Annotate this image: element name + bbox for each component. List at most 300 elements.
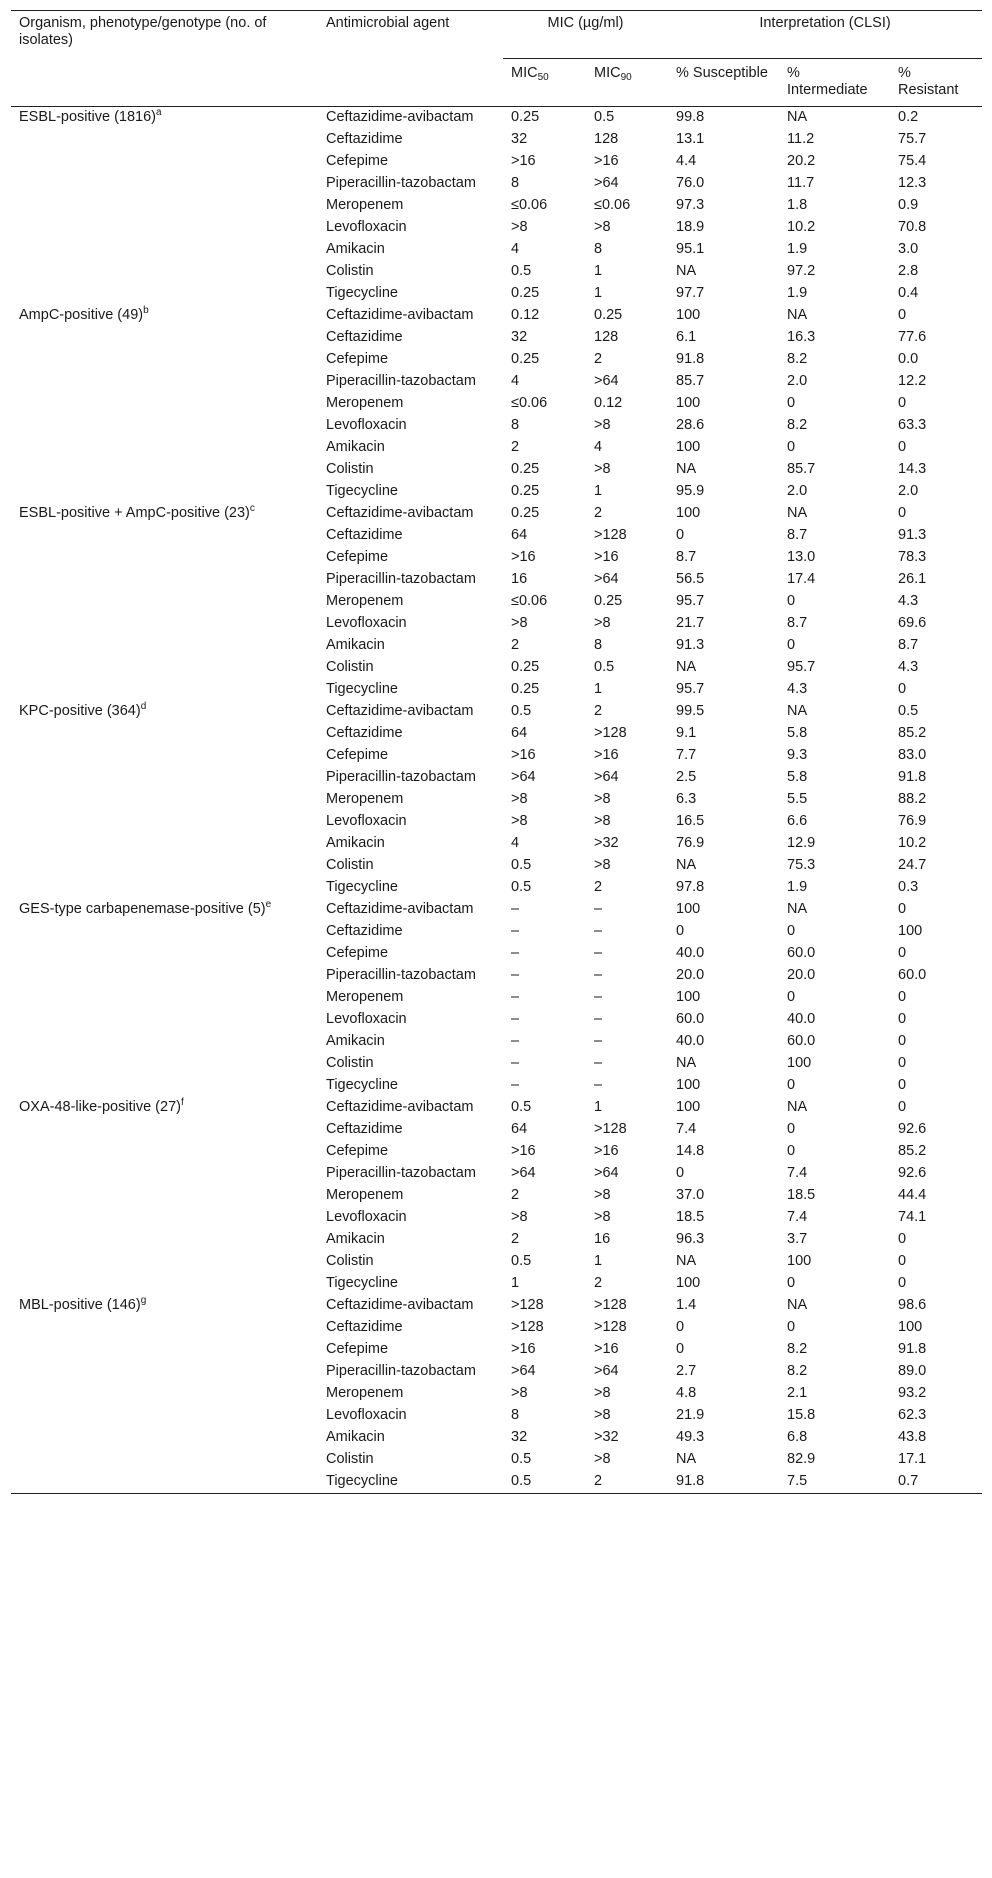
susceptible-cell: 100 [676, 989, 701, 1005]
intermediate-cell: 15.8 [787, 1407, 816, 1423]
intermediate-cell: 8.2 [787, 1341, 808, 1357]
organism-cell [11, 1273, 318, 1295]
susceptible-cell: 60.0 [676, 1011, 705, 1027]
table-row [11, 305, 982, 327]
susceptible-cell: 7.7 [676, 747, 697, 763]
mic90-cell: 2 [594, 505, 603, 521]
organism-cell [11, 899, 318, 921]
mic90-cell: 1 [594, 1099, 603, 1115]
mic90-cell: – [594, 1033, 603, 1049]
mic50-cell: >8 [511, 1209, 528, 1225]
resistant-cell: 12.2 [898, 373, 927, 389]
organism-label: GES-type carbapenemase-positive (5) [19, 901, 266, 917]
intermediate-cell: 60.0 [787, 945, 816, 961]
intermediate-cell: 2.0 [787, 483, 808, 499]
mic50-cell: – [511, 923, 520, 939]
intermediate-cell: 17.4 [787, 571, 816, 587]
organism-cell [11, 1471, 318, 1494]
organism-cell [11, 921, 318, 943]
susceptible-cell: 6.3 [676, 791, 697, 807]
resistant-cell: 89.0 [898, 1363, 927, 1379]
intermediate-cell: 85.7 [787, 461, 816, 477]
resistant-cell: 4.3 [898, 659, 919, 675]
mic90-cell: – [594, 901, 603, 917]
susceptibility-table-container [11, 10, 982, 1494]
susceptible-cell: NA [676, 857, 697, 873]
organism-cell [11, 701, 318, 723]
agent-cell: Meropenem [326, 593, 404, 609]
table-header [11, 11, 982, 107]
resistant-cell: 0.5 [898, 703, 919, 719]
susceptible-cell: 13.1 [676, 131, 705, 147]
mic90-cell: 0.25 [594, 593, 623, 609]
resistant-cell: 0 [898, 1231, 907, 1247]
table-row [11, 877, 982, 899]
agent-cell: Ceftazidime [326, 329, 403, 345]
resistant-cell: 24.7 [898, 857, 927, 873]
intermediate-cell: 0 [787, 637, 796, 653]
mic90-cell: 2 [594, 351, 603, 367]
table-row [11, 701, 982, 723]
resistant-cell: 92.6 [898, 1121, 927, 1137]
agent-cell: Levofloxacin [326, 615, 407, 631]
mic50-cell: 0.25 [511, 351, 540, 367]
agent-cell: Tigecycline [326, 483, 398, 499]
organism-cell [11, 173, 318, 195]
intermediate-cell: 100 [787, 1253, 812, 1269]
susceptible-cell: 100 [676, 1099, 701, 1115]
mic50-cell: 0.25 [511, 659, 540, 675]
resistant-cell: 0 [898, 395, 907, 411]
mic90-cell: 0.5 [594, 109, 615, 125]
susceptible-cell: NA [676, 461, 697, 477]
organism-cell [11, 1383, 318, 1405]
organism-cell [11, 1449, 318, 1471]
mic90-cell: – [594, 989, 603, 1005]
table-row [11, 173, 982, 195]
agent-cell: Cefepime [326, 945, 389, 961]
intermediate-cell: 1.9 [787, 879, 808, 895]
susceptible-cell: 40.0 [676, 1033, 705, 1049]
organism-cell [11, 195, 318, 217]
resistant-cell: 0.3 [898, 879, 919, 895]
susceptible-cell: 20.0 [676, 967, 705, 983]
intermediate-cell: 100 [787, 1055, 812, 1071]
agent-cell: Amikacin [326, 439, 385, 455]
header-interpretation: Interpretation (CLSI) [668, 11, 982, 59]
mic50-cell: 0.12 [511, 307, 540, 323]
mic90-cell: >64 [594, 769, 619, 785]
mic50-cell: 64 [511, 527, 528, 543]
table-row [11, 811, 982, 833]
resistant-cell: 91.8 [898, 769, 927, 785]
resistant-cell: 0 [898, 681, 907, 697]
susceptible-cell: NA [676, 1253, 697, 1269]
agent-cell: Piperacillin-tazobactam [326, 769, 476, 785]
susceptible-cell: 91.8 [676, 351, 705, 367]
table-row [11, 1339, 982, 1361]
table-body [11, 107, 982, 1494]
mic50-cell: – [511, 1077, 520, 1093]
table-row [11, 261, 982, 283]
mic50-cell: 64 [511, 1121, 528, 1137]
intermediate-cell: 8.2 [787, 1363, 808, 1379]
table-row [11, 129, 982, 151]
susceptible-cell: 0 [676, 1341, 685, 1357]
intermediate-cell: 0 [787, 923, 796, 939]
mic90-cell: ≤0.06 [594, 197, 631, 213]
agent-cell: Tigecycline [318, 1471, 503, 1494]
organism-label: AmpC-positive (49) [19, 307, 144, 323]
organism-cell [11, 1405, 318, 1427]
agent-cell: Ceftazidime-avibactam [326, 307, 474, 323]
susceptible-cell: 91.8 [668, 1471, 779, 1494]
susceptible-cell: 100 [676, 307, 701, 323]
mic90-cell: >8 [594, 461, 611, 477]
mic50-cell: >8 [511, 1385, 528, 1401]
intermediate-cell: 0 [787, 989, 796, 1005]
resistant-cell: 44.4 [898, 1187, 927, 1203]
organism-cell [11, 569, 318, 591]
mic50-cell: 4 [511, 373, 520, 389]
table-row [11, 613, 982, 635]
susceptible-cell: 97.8 [676, 879, 705, 895]
mic50-cell: 0.5 [511, 857, 532, 873]
resistant-cell: 0.9 [898, 197, 919, 213]
susceptible-cell: 99.8 [676, 109, 705, 125]
mic50-cell: >128 [511, 1297, 544, 1313]
intermediate-cell: 2.1 [787, 1385, 808, 1401]
susceptible-cell: 2.7 [676, 1363, 697, 1379]
organism-cell [11, 217, 318, 239]
table-row [11, 635, 982, 657]
mic50-cell: 0.5 [511, 703, 532, 719]
mic50-cell: 0.25 [511, 109, 540, 125]
mic90-cell: 1 [594, 263, 603, 279]
intermediate-cell: 0 [787, 439, 796, 455]
resistant-cell: 0.0 [898, 351, 919, 367]
table-row [11, 569, 982, 591]
agent-cell: Colistin [326, 1055, 374, 1071]
susceptible-cell: NA [676, 1055, 697, 1071]
susceptible-cell: 76.0 [676, 175, 705, 191]
mic90-cell: >64 [594, 1363, 619, 1379]
resistant-cell: 0 [898, 1077, 907, 1093]
mic90-cell: 0.12 [594, 395, 623, 411]
table-row [11, 1317, 982, 1339]
intermediate-cell: 60.0 [787, 1033, 816, 1049]
agent-cell: Piperacillin-tazobactam [326, 175, 476, 191]
mic90-cell: >8 [594, 1451, 611, 1467]
susceptible-cell: 18.9 [676, 219, 705, 235]
mic90-cell: 16 [594, 1231, 611, 1247]
table-row [11, 481, 982, 503]
table-row [11, 1141, 982, 1163]
resistant-cell: 91.3 [898, 527, 927, 543]
intermediate-cell: 8.2 [787, 417, 808, 433]
table-row [11, 195, 982, 217]
header-resistant: % Resistant [898, 65, 959, 98]
agent-cell: Meropenem [326, 197, 404, 213]
susceptible-cell: 8.7 [676, 549, 697, 565]
table-row [11, 239, 982, 261]
agent-cell: Tigecycline [326, 1077, 398, 1093]
intermediate-cell: 20.0 [787, 967, 816, 983]
susceptible-cell: 9.1 [676, 725, 697, 741]
intermediate-cell: 13.0 [787, 549, 816, 565]
resistant-cell: 85.2 [898, 725, 927, 741]
mic90-cell: >8 [594, 1187, 611, 1203]
susceptible-cell: 28.6 [676, 417, 705, 433]
mic50-cell: 2 [511, 1231, 520, 1247]
resistant-cell: 0.4 [898, 285, 919, 301]
mic90-cell: >8 [594, 1407, 611, 1423]
table-row [11, 723, 982, 745]
mic50-cell: 0.25 [511, 483, 540, 499]
susceptible-cell: 7.4 [676, 1121, 697, 1137]
mic50-cell: >16 [511, 153, 536, 169]
intermediate-cell: 7.4 [787, 1165, 808, 1181]
organism-cell [11, 1251, 318, 1273]
table-row [11, 547, 982, 569]
resistant-cell: 17.1 [898, 1451, 927, 1467]
susceptible-cell: 0 [676, 527, 685, 543]
agent-cell: Amikacin [326, 241, 385, 257]
resistant-cell: 83.0 [898, 747, 927, 763]
header-mic50: $MIC_{50}$ [511, 65, 549, 83]
mic50-cell: 0.25 [511, 505, 540, 521]
organism-label: OXA-48-like-positive (27) [19, 1099, 181, 1115]
intermediate-cell: NA [787, 109, 808, 125]
agent-cell: Colistin [326, 857, 374, 873]
agent-cell: Ceftazidime-avibactam [326, 1297, 474, 1313]
resistant-cell: 77.6 [898, 329, 927, 345]
agent-cell: Tigecycline [326, 681, 398, 697]
resistant-cell: 0 [898, 1275, 907, 1291]
table-row [11, 349, 982, 371]
mic90-cell: >8 [594, 791, 611, 807]
agent-cell: Amikacin [326, 835, 385, 851]
intermediate-cell: 82.9 [787, 1451, 816, 1467]
intermediate-cell: NA [787, 1297, 808, 1313]
organism-cell [11, 657, 318, 679]
resistant-cell: 0 [898, 989, 907, 1005]
resistant-cell: 0 [898, 1253, 907, 1269]
organism-cell [11, 811, 318, 833]
susceptible-cell: 96.3 [676, 1231, 705, 1247]
table-row [11, 1361, 982, 1383]
table-row [11, 371, 982, 393]
resistant-cell: 0 [898, 1099, 907, 1115]
organism-cell [11, 547, 318, 569]
table-row [11, 1273, 982, 1295]
mic50-cell: – [511, 967, 520, 983]
intermediate-cell: 0 [787, 593, 796, 609]
table-row [11, 327, 982, 349]
header-intermediate: % Intermediate [787, 65, 868, 98]
intermediate-cell: 5.8 [787, 769, 808, 785]
agent-cell: Colistin [326, 1253, 374, 1269]
resistant-cell: 75.7 [898, 131, 927, 147]
footnote-marker: e [265, 899, 272, 910]
susceptible-cell: 6.1 [676, 329, 697, 345]
intermediate-cell: 4.3 [787, 681, 808, 697]
mic50-cell: 2 [511, 637, 520, 653]
resistant-cell: 100 [898, 923, 923, 939]
mic50-cell: 64 [511, 725, 528, 741]
mic50-cell: 0.5 [511, 263, 532, 279]
organism-cell [11, 789, 318, 811]
resistant-cell: 0 [898, 1011, 907, 1027]
susceptible-cell: 21.9 [676, 1407, 705, 1423]
table-row [11, 1405, 982, 1427]
mic50-cell: 32 [511, 329, 528, 345]
mic50-cell: 0.25 [511, 681, 540, 697]
organism-cell [11, 393, 318, 415]
table-row [11, 899, 982, 921]
susceptible-cell: 99.5 [676, 703, 705, 719]
agent-cell: Ceftazidime [326, 1319, 403, 1335]
mic90-cell: >8 [594, 857, 611, 873]
organism-cell [11, 1097, 318, 1119]
resistant-cell: 3.0 [898, 241, 919, 257]
organism-cell [11, 1163, 318, 1185]
susceptible-cell: 4.4 [676, 153, 697, 169]
intermediate-cell: 11.2 [787, 131, 815, 147]
resistant-cell: 0 [898, 901, 907, 917]
mic90-cell: >128 [594, 725, 627, 741]
agent-cell: Meropenem [326, 989, 404, 1005]
agent-cell: Tigecycline [326, 285, 398, 301]
mic50-cell: 2 [511, 1187, 520, 1203]
agent-cell: Meropenem [326, 1187, 404, 1203]
resistant-cell: 75.4 [898, 153, 927, 169]
table-row [11, 283, 982, 305]
resistant-cell: 0 [898, 1055, 907, 1071]
mic50-cell: – [511, 1011, 520, 1027]
table-row [11, 1031, 982, 1053]
mic90-cell: 2 [586, 1471, 668, 1494]
resistant-cell: 93.2 [898, 1385, 927, 1401]
intermediate-cell: NA [787, 1099, 808, 1115]
organism-cell [11, 1185, 318, 1207]
intermediate-cell: 2.0 [787, 373, 808, 389]
organism-cell [11, 1295, 318, 1317]
mic90-cell: 8 [594, 241, 603, 257]
organism-cell [11, 415, 318, 437]
header-agent: Antimicrobial agent [318, 11, 503, 107]
mic90-cell: – [594, 1055, 603, 1071]
table-row [11, 107, 982, 130]
agent-cell: Ceftazidime-avibactam [326, 1099, 474, 1115]
mic50-cell: >8 [511, 791, 528, 807]
susceptible-cell: 14.8 [676, 1143, 705, 1159]
intermediate-cell: 16.3 [787, 329, 816, 345]
table-row [11, 1471, 982, 1494]
organism-cell [11, 1119, 318, 1141]
resistant-cell: 74.1 [898, 1209, 927, 1225]
mic90-cell: – [594, 1077, 603, 1093]
mic50-cell: 0.5 [511, 1099, 532, 1115]
organism-cell [11, 129, 318, 151]
susceptible-cell: 0 [676, 1165, 685, 1181]
susceptible-cell: NA [676, 263, 697, 279]
table-row [11, 437, 982, 459]
susceptible-cell: 0 [676, 923, 685, 939]
susceptible-cell: 95.1 [676, 241, 705, 257]
organism-cell [11, 107, 318, 130]
agent-cell: Cefepime [326, 747, 389, 763]
organism-cell [11, 437, 318, 459]
organism-cell [11, 855, 318, 877]
resistant-cell: 8.7 [898, 637, 919, 653]
table-row [11, 987, 982, 1009]
mic50-cell: >64 [511, 1165, 536, 1181]
mic50-cell: >8 [511, 615, 528, 631]
resistant-cell: 43.8 [898, 1429, 927, 1445]
mic50-cell: >64 [511, 1363, 536, 1379]
susceptible-cell: 100 [676, 395, 701, 411]
table-row [11, 393, 982, 415]
resistant-cell: 78.3 [898, 549, 927, 565]
table-row [11, 1075, 982, 1097]
intermediate-cell: 20.2 [787, 153, 816, 169]
susceptible-cell: 100 [676, 901, 701, 917]
mic90-cell: 2 [594, 879, 603, 895]
agent-cell: Cefepime [326, 1341, 389, 1357]
intermediate-cell: 75.3 [787, 857, 816, 873]
mic50-cell: – [511, 1033, 520, 1049]
agent-cell: Ceftazidime [326, 527, 403, 543]
mic90-cell: >16 [594, 1341, 619, 1357]
resistant-cell: 98.6 [898, 1297, 927, 1313]
mic90-cell: 128 [594, 329, 619, 345]
table-row [11, 943, 982, 965]
mic90-cell: 0.25 [594, 307, 623, 323]
intermediate-cell: 8.7 [787, 527, 808, 543]
mic90-cell: >8 [594, 417, 611, 433]
organism-cell [11, 1031, 318, 1053]
susceptible-cell: 95.7 [676, 681, 705, 697]
resistant-cell: 91.8 [898, 1341, 927, 1357]
intermediate-cell: 0 [787, 395, 796, 411]
susceptible-cell: 40.0 [676, 945, 705, 961]
resistant-cell: 62.3 [898, 1407, 927, 1423]
intermediate-cell: 5.5 [787, 791, 808, 807]
agent-cell: Piperacillin-tazobactam [326, 1363, 476, 1379]
table-row [11, 1097, 982, 1119]
mic50-cell: – [511, 901, 520, 917]
intermediate-cell: 6.6 [787, 813, 808, 829]
table-row [11, 591, 982, 613]
agent-cell: Amikacin [326, 1231, 385, 1247]
agent-cell: Ceftazidime [326, 923, 403, 939]
mic90-cell: >128 [594, 1319, 627, 1335]
intermediate-cell: 7.5 [779, 1471, 890, 1494]
organism-cell [11, 1317, 318, 1339]
organism-cell [11, 151, 318, 173]
mic90-cell: >64 [594, 1165, 619, 1181]
mic90-cell: 2 [594, 1275, 603, 1291]
intermediate-cell: NA [787, 505, 808, 521]
susceptibility-table [11, 10, 982, 1494]
mic90-cell: 2 [594, 703, 603, 719]
mic50-cell: >64 [511, 769, 536, 785]
susceptible-cell: 100 [676, 439, 701, 455]
mic50-cell: 8 [511, 1407, 520, 1423]
organism-cell [11, 1229, 318, 1251]
susceptible-cell: 56.5 [676, 571, 705, 587]
